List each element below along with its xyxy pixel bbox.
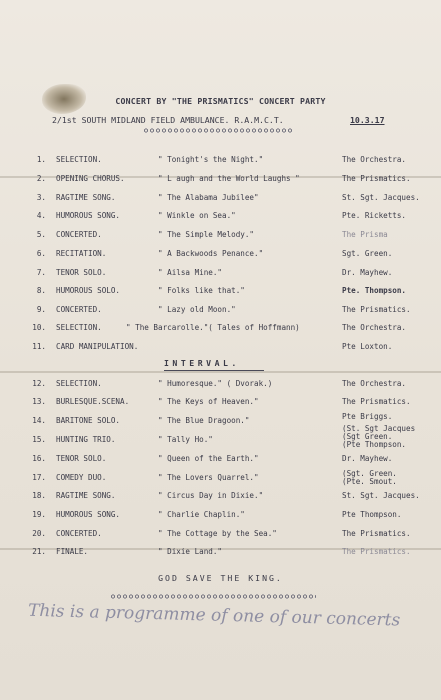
programme-item bbox=[0, 489, 441, 503]
item-type: FINALE. bbox=[56, 547, 89, 556]
item-title: " Queen of the Earth." bbox=[158, 454, 259, 463]
performer-line: (Sgt. Green. bbox=[342, 469, 397, 478]
item-title: " Folks like that." bbox=[158, 286, 245, 295]
item-title: " Winkle on Sea." bbox=[158, 211, 236, 220]
item-type: TENOR SOLO. bbox=[56, 268, 107, 277]
item-performer: Pte. Thompson. bbox=[342, 286, 407, 295]
item-performer: The Orchestra. bbox=[342, 155, 407, 164]
item-type: BURLESQUE.SCENA. bbox=[56, 397, 130, 406]
programme-item bbox=[0, 527, 441, 541]
item-title: " The Alabama Jubilee" bbox=[158, 193, 259, 202]
item-type: RECITATION. bbox=[56, 249, 107, 258]
item-type: HUMOROUS SOLO. bbox=[56, 286, 121, 295]
item-type: HUNTING TRIO. bbox=[56, 435, 116, 444]
item-performer: Dr. Mayhew. bbox=[342, 268, 393, 277]
programme-item bbox=[0, 228, 441, 242]
programme-item bbox=[0, 424, 441, 449]
item-number: 19. bbox=[32, 510, 46, 519]
programme-item bbox=[0, 340, 441, 354]
item-performer: The Prismatics. bbox=[342, 305, 411, 314]
item-title: " The Lovers Quarrel." bbox=[158, 473, 259, 482]
programme-item bbox=[0, 321, 441, 335]
item-performer: Pte Briggs. bbox=[342, 412, 393, 421]
programme-item bbox=[0, 452, 441, 466]
closing-line: GOD SAVE THE KING. bbox=[158, 573, 283, 583]
item-performer: The Prismatics. bbox=[342, 397, 411, 406]
item-performer bbox=[342, 425, 415, 449]
item-performer: The Prismatics. bbox=[342, 547, 411, 556]
item-number: 21. bbox=[32, 547, 46, 556]
programme-item bbox=[0, 247, 441, 261]
item-performer: St. Sgt. Jacques. bbox=[342, 193, 420, 202]
item-type: RAGTIME SONG. bbox=[56, 491, 116, 500]
interval-label: INTERVAL. bbox=[164, 358, 240, 368]
item-number: 17. bbox=[32, 473, 46, 482]
item-type: COMEDY DUO. bbox=[56, 473, 107, 482]
item-number: 13. bbox=[32, 397, 46, 406]
item-title: " Tally Ho." bbox=[158, 435, 213, 444]
performer-line: (Sgt Green. bbox=[342, 432, 393, 441]
item-number: 3. bbox=[36, 193, 46, 202]
item-number: 12. bbox=[32, 379, 46, 388]
performer-line: (Pte. Smout. bbox=[342, 477, 397, 486]
item-number: 6. bbox=[36, 249, 46, 258]
item-title: " A Backwoods Penance." bbox=[158, 249, 264, 258]
item-title: " L augh and the World Laughs " bbox=[158, 174, 300, 183]
programme-item bbox=[0, 209, 441, 223]
item-type: BARITONE SOLO. bbox=[56, 416, 121, 425]
item-type: HUMOROUS SONG. bbox=[56, 510, 121, 519]
item-type: CONCERTED. bbox=[56, 305, 102, 314]
item-title: " Dixie Land." bbox=[158, 547, 223, 556]
concert-date: 10.3.17 bbox=[350, 115, 385, 125]
item-type: SELECTION. bbox=[56, 155, 102, 164]
item-performer: Pte. Ricketts. bbox=[342, 211, 407, 220]
item-title: " Tonight's the Night." bbox=[158, 155, 264, 164]
programme-item bbox=[0, 471, 441, 485]
ornamental-divider bbox=[143, 128, 293, 133]
item-title: " Humoresque." ( Dvorak.) bbox=[158, 379, 273, 388]
programme-item bbox=[0, 508, 441, 522]
item-number: 16. bbox=[32, 454, 46, 463]
item-performer: Pte Loxton. bbox=[342, 342, 393, 351]
programme-title: CONCERT BY "THE PRISMATICS" CONCERT PARTY bbox=[115, 96, 326, 106]
item-number: 4. bbox=[36, 211, 46, 220]
programme-item bbox=[0, 172, 441, 186]
item-title: " Ailsa Mine." bbox=[158, 268, 223, 277]
item-number: 1. bbox=[36, 155, 46, 164]
item-number: 9. bbox=[36, 305, 46, 314]
item-title: " Lazy old Moon." bbox=[158, 305, 236, 314]
ornamental-divider bbox=[110, 594, 316, 599]
programme-item bbox=[0, 377, 441, 391]
item-performer: The Prisma bbox=[342, 230, 388, 239]
interval-underline bbox=[164, 370, 264, 371]
item-number: 7. bbox=[36, 268, 46, 277]
item-title: " The Simple Melody." bbox=[158, 230, 255, 239]
item-performer: The Prismatics. bbox=[342, 529, 411, 538]
item-title: " The Keys of Heaven." bbox=[158, 397, 259, 406]
item-type: RAGTIME SONG. bbox=[56, 193, 116, 202]
item-performer: The Orchestra. bbox=[342, 323, 407, 332]
programme-item bbox=[0, 191, 441, 205]
item-performer: The Prismatics. bbox=[342, 174, 411, 183]
item-number: 10. bbox=[32, 323, 46, 332]
item-number: 15. bbox=[32, 435, 46, 444]
item-type: TENOR SOLO. bbox=[56, 454, 107, 463]
item-type: SELECTION. bbox=[56, 323, 102, 332]
item-type: CARD MANIPULATION. bbox=[56, 342, 139, 351]
performer-line: (Pte Thompson. bbox=[342, 440, 407, 449]
item-title: " The Blue Dragoon." bbox=[158, 416, 250, 425]
paper-fold bbox=[0, 371, 441, 373]
performer-line: (St. Sgt Jacques bbox=[342, 424, 416, 433]
item-number: 2. bbox=[36, 174, 46, 183]
item-title: " The Cottage by the Sea." bbox=[158, 529, 277, 538]
item-title: " Charlie Chaplin." bbox=[158, 510, 245, 519]
item-type: CONCERTED. bbox=[56, 230, 102, 239]
item-type: OPENING CHORUS. bbox=[56, 174, 125, 183]
item-number: 18. bbox=[32, 491, 46, 500]
item-performer: Sgt. Green. bbox=[342, 249, 393, 258]
interval-heading bbox=[164, 358, 274, 368]
unit-name: 2/1st SOUTH MIDLAND FIELD AMBULANCE. R.A.M.C.T. bbox=[52, 115, 284, 125]
item-number: 20. bbox=[32, 529, 46, 538]
item-number: 8. bbox=[36, 286, 46, 295]
item-title: " The Barcarolle."( Tales of Hoffmann) bbox=[126, 323, 300, 332]
item-type: HUMOROUS SONG. bbox=[56, 211, 121, 220]
item-type: CONCERTED. bbox=[56, 529, 102, 538]
item-performer bbox=[342, 470, 397, 486]
item-performer: The Orchestra. bbox=[342, 379, 407, 388]
programme-item bbox=[0, 395, 441, 409]
programme-item bbox=[0, 266, 441, 280]
programme-item bbox=[0, 545, 441, 559]
item-performer: Dr. Mayhew. bbox=[342, 454, 393, 463]
programme-item bbox=[0, 303, 441, 317]
handwritten-note: This is a programme of one of our concerts bbox=[27, 600, 401, 631]
programme-item bbox=[0, 284, 441, 298]
item-type: SELECTION. bbox=[56, 379, 102, 388]
item-performer: St. Sgt. Jacques. bbox=[342, 491, 420, 500]
item-number: 5. bbox=[36, 230, 46, 239]
item-number: 14. bbox=[32, 416, 46, 425]
programme-item bbox=[0, 153, 441, 167]
item-performer: Pte Thompson. bbox=[342, 510, 402, 519]
item-title: " Circus Day in Dixie." bbox=[158, 491, 264, 500]
item-number: 11. bbox=[32, 342, 46, 351]
